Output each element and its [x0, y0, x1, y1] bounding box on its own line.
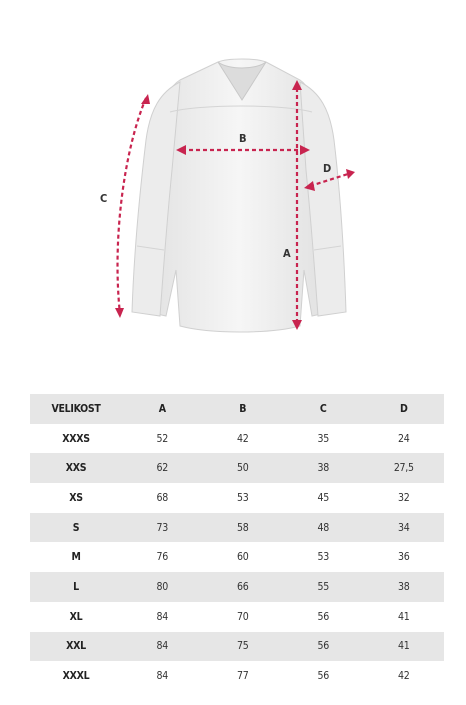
measure-c-arrow-top — [141, 94, 150, 104]
value-b: 50 — [237, 462, 249, 475]
size-cell: M — [71, 551, 81, 564]
value-c: 56 — [317, 610, 329, 623]
value-b: 42 — [237, 432, 249, 445]
table-row — [30, 572, 444, 602]
value-b: 75 — [237, 640, 249, 653]
value-c: 55 — [317, 580, 329, 593]
header-d: D — [399, 402, 408, 415]
value-a: 62 — [156, 462, 168, 475]
value-c: 35 — [317, 432, 329, 445]
value-c: 53 — [317, 551, 329, 564]
value-b: 53 — [237, 491, 249, 504]
measure-a-label: A — [283, 247, 291, 260]
header-size: VELIKOST — [51, 402, 101, 415]
table-row — [30, 602, 444, 632]
value-c: 38 — [317, 462, 329, 475]
value-d: 38 — [398, 580, 410, 593]
header-c: C — [319, 402, 327, 415]
value-d: 42 — [398, 670, 410, 683]
size-cell: XXL — [66, 640, 86, 653]
value-a: 80 — [156, 580, 168, 593]
table-row — [30, 453, 444, 483]
value-b: 77 — [237, 670, 249, 683]
size-cell: XXXS — [62, 432, 90, 445]
value-a: 73 — [156, 521, 168, 534]
size-cell: S — [72, 521, 80, 534]
measure-c-arrow-bottom — [115, 308, 124, 318]
value-b: 58 — [237, 521, 249, 534]
header-a: A — [158, 402, 166, 415]
value-a: 84 — [156, 670, 168, 683]
value-d: 34 — [398, 521, 410, 534]
value-d: 27,5 — [393, 462, 414, 475]
size-cell: XXS — [65, 462, 87, 475]
value-b: 66 — [237, 580, 249, 593]
table-row — [30, 661, 444, 691]
value-a: 52 — [156, 432, 168, 445]
size-cell: XS — [69, 491, 83, 504]
table-row — [30, 632, 444, 662]
value-a: 68 — [156, 491, 168, 504]
value-c: 45 — [317, 491, 329, 504]
measure-b-label: B — [239, 132, 247, 145]
value-d: 36 — [398, 551, 410, 564]
value-d: 24 — [398, 432, 410, 445]
value-b: 60 — [237, 551, 249, 564]
value-d: 41 — [398, 640, 410, 653]
value-a: 84 — [156, 640, 168, 653]
value-b: 70 — [237, 610, 249, 623]
value-c: 56 — [317, 670, 329, 683]
table-row — [30, 483, 444, 513]
measure-d-label: D — [323, 162, 332, 175]
table-row — [30, 424, 444, 454]
size-cell: L — [73, 580, 79, 593]
size-table-header — [30, 394, 444, 424]
measure-d-arrow-right — [346, 169, 355, 179]
header-b: B — [239, 402, 247, 415]
value-d: 41 — [398, 610, 410, 623]
size-table — [30, 394, 444, 691]
measure-c-label: C — [100, 192, 108, 205]
value-c: 56 — [317, 640, 329, 653]
value-c: 48 — [317, 521, 329, 534]
value-d: 32 — [398, 491, 410, 504]
size-cell: XXXL — [62, 670, 90, 683]
value-a: 76 — [156, 551, 168, 564]
table-row — [30, 542, 444, 572]
size-cell: XL — [69, 610, 83, 623]
table-row — [30, 513, 444, 543]
value-a: 84 — [156, 610, 168, 623]
